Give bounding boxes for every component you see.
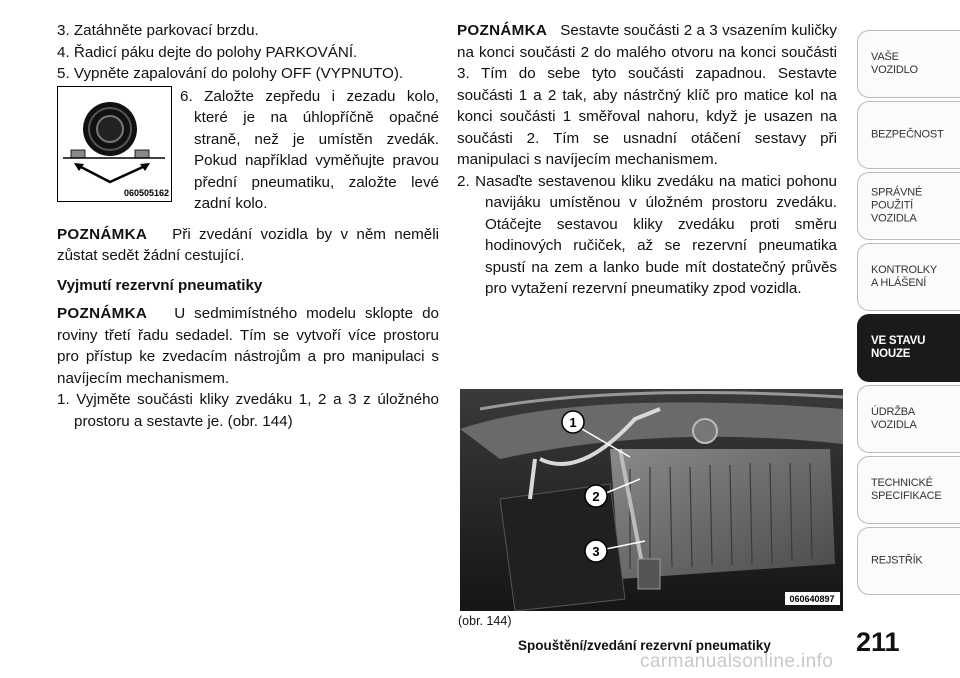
tab-label: ÚDRŽBA VOZIDLA [871,406,917,431]
callout-1: 1 [569,415,577,430]
note-assembly [457,20,837,171]
note-seven-seat [57,303,439,389]
note-label: POZNÁMKA [457,22,548,39]
step-4: 4. Řadicí páku dejte do polohy PARKOVÁNÍ. [57,43,358,61]
section-heading: Vyjmutí rezervní pneumatiky [57,276,263,294]
step-2: 2. Nasaďte sestavenou kliku zvedáku na matici pohonu navijáku umístěnou v úložném prostoru zvedáku. Otáčejte sestavou kliky zvedáku proti směru hodinových ručiček, až se rezervní pneumatika spustí na zem a lanko bude mít dostatečný průvěs pro vytažení rezervní pneumatiky zpod vozidla. [457,172,837,297]
tab-label: TECHNICKÉ SPECIFIKACE [871,477,942,502]
tab-udrzba[interactable] [857,385,960,453]
note-text: Sestavte součásti 2 a 3 vsazením kuličky na konci součásti 2 do malého otvoru na konci součásti 3. Tím do sebe tyto součásti zapadnou. Sestavte součásti 1 a 2 tak, aby nástrčný klíč pro matice kol na konci součásti 1 směřoval nahoru, když je usazen na součásti 2. Tím se usnadní otáčení sestavy při manipulaci s navíjecím mechanismem. [457,22,837,168]
tire-image-code: 060505162 [123,187,169,198]
tab-label: BEZPEČNOST [871,128,944,141]
note-label: POZNÁMKA [57,305,148,322]
note-text: U sedmimístného modelu sklopte do roviny třetí řadu sedadel. Tím se vytvoří více prostoru pro přístup ke zvedacím nástrojům a pro manipulaci s navíjecím mechanismem. [57,305,439,387]
tab-spravne-pouziti[interactable] [857,172,960,240]
tab-technicke-specifikace[interactable] [857,456,960,524]
wheel-chock-illustration [57,86,172,202]
jack-storage-illustration [460,389,843,611]
callout-3: 3 [592,544,600,559]
note-passengers [57,224,439,267]
right-column [457,20,837,300]
page-number: 211 [856,627,900,657]
callout-2: 2 [592,489,600,504]
tab-label: SPRÁVNÉ POUŽITÍ VOZIDLA [871,186,923,225]
note-text: Při zvedání vozidla by v něm neměli zůstat sedět žádní cestující. [57,225,439,264]
tab-label: VAŠE VOZIDLO [871,51,918,76]
photo-image-code: 060640897 [789,594,835,604]
step-3: 3. Zatáhněte parkovací brzdu. [57,22,259,39]
tab-ve-stavu-nouze[interactable] [857,314,960,382]
figure-caption: (obr. 144) [458,614,512,628]
tab-kontrolky[interactable] [857,243,960,311]
tab-vase-vozidlo[interactable] [857,30,960,98]
note-label: POZNÁMKA [57,225,148,243]
tab-label: REJSTŘÍK [871,554,923,567]
chapter-tabs [857,30,960,598]
footer-section-title: Spouštění/zvedání rezervní pneumatiky [518,638,771,653]
chock-figure-row [57,86,439,215]
step-6: 6. Založte zepředu i zezadu kolo, které je na úhlopříčně opačné straně, než je umístěn zvedák. Pokud například vyměňujte pravou přední pneumatiku, založte levé zadní kolo. [180,87,439,212]
tab-rejstrik[interactable] [857,527,960,595]
step-1: 1. Vyjměte součásti kliky zvedáku 1, 2 a 3 z úložného prostoru a sestavte je. (obr. 144) [57,391,439,430]
jack-storage-photo [460,389,843,611]
tab-bezpecnost[interactable] [857,101,960,169]
watermark: carmanualsonline.info [640,651,834,672]
left-column [57,20,439,432]
tab-label: KONTROLKY A HLÁŠENÍ [871,264,938,289]
step-5: 5. Vypněte zapalování do polohy OFF (VYPNUTO). [57,65,404,82]
tab-label: VE STAVU NOUZE [871,335,926,360]
